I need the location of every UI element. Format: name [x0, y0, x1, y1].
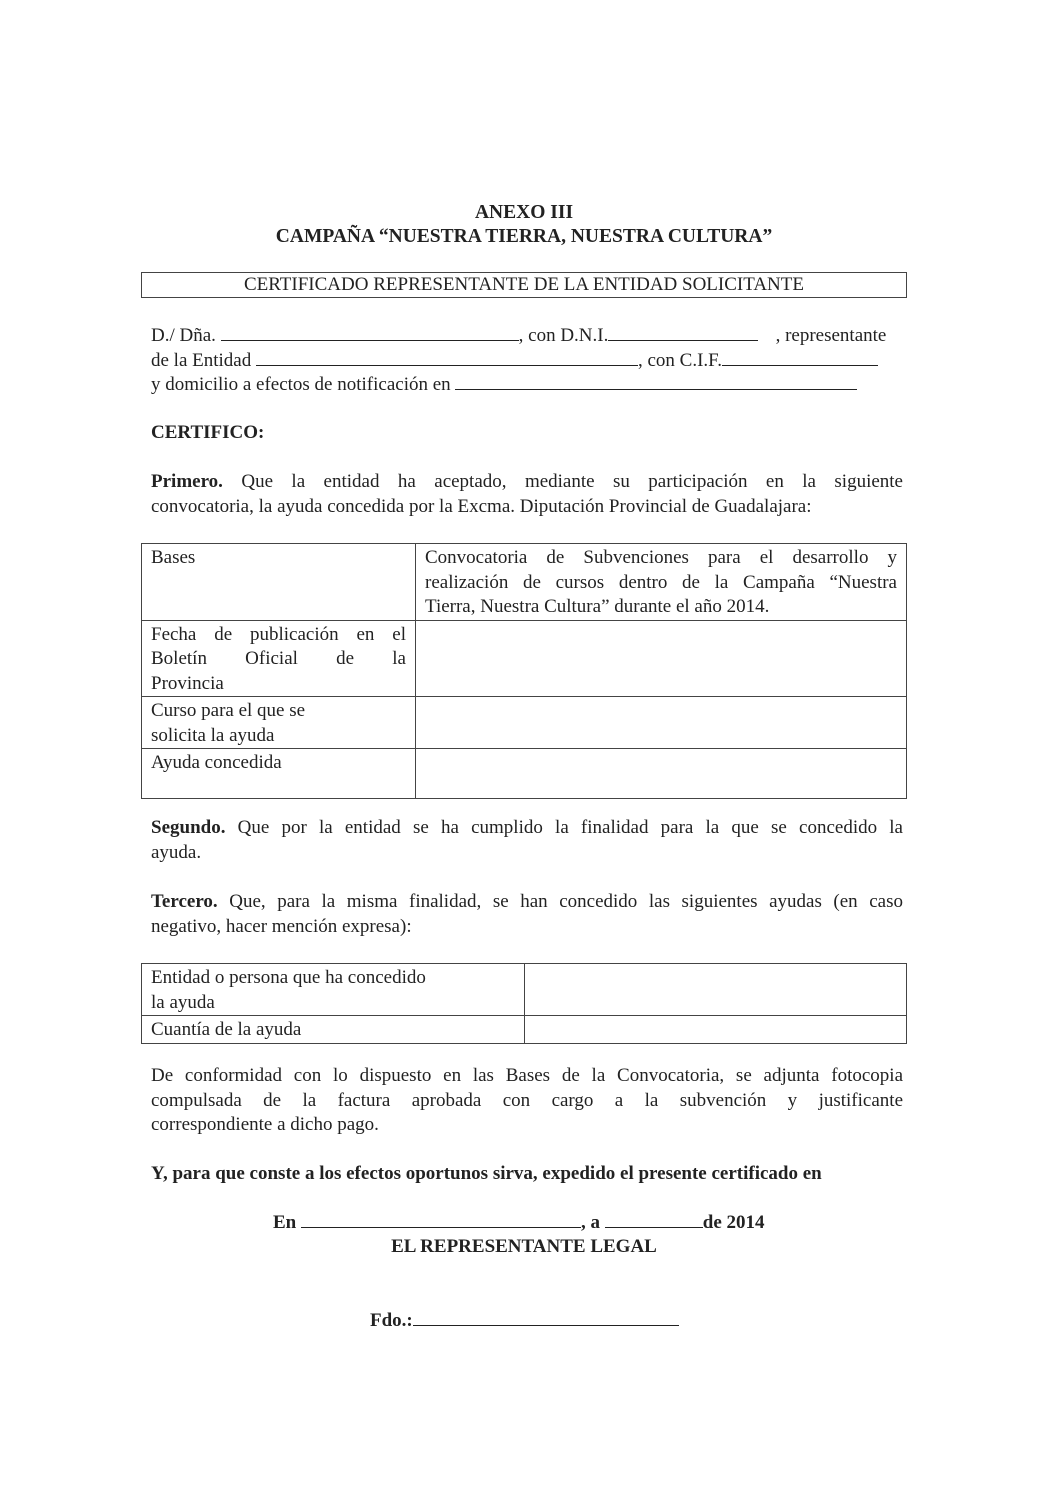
entidad-value-cell[interactable]: [525, 964, 907, 1016]
segundo-line-1: [151, 816, 903, 841]
primero-line-1: [151, 470, 903, 495]
fecha-value-cell[interactable]: [416, 620, 907, 697]
segundo-line-2: ayuda.: [151, 841, 202, 863]
curso-line-2: solicita la ayuda: [151, 724, 275, 746]
tercero-line-1: [151, 890, 903, 915]
address-label: y domicilio a efectos de notificación en: [151, 374, 451, 395]
tercero-label: Tercero.: [151, 891, 218, 912]
bases-value-cell: [416, 544, 907, 621]
address-blank[interactable]: [455, 372, 857, 390]
cuantia-label-cell: [142, 1016, 525, 1044]
form-line-name: [151, 323, 903, 348]
conformidad-line-1: De conformidad con lo dispuesto en las Bases de la Convocatoria, se adjunta fotocopia: [151, 1065, 903, 1086]
entity-blank[interactable]: [256, 348, 638, 366]
tercero-text-1: Que, para la misma finalidad, se han concedido las siguientes ayudas (en caso: [229, 891, 904, 912]
ayudas-table: [141, 963, 907, 1044]
en-label: En: [273, 1212, 297, 1233]
a-label: , a: [581, 1212, 600, 1233]
cif-label: , con C.I.F.: [638, 350, 722, 371]
conformidad-paragraph: [151, 1064, 903, 1138]
bases-value-line-1: Convocatoria de Subvenciones para el desarrollo y: [425, 547, 897, 568]
cuantia-value-cell[interactable]: [525, 1016, 907, 1044]
form-line-entity: [151, 348, 903, 373]
bases-label: Bases: [151, 547, 196, 568]
cuantia-label: Cuantía de la ayuda: [151, 1019, 302, 1040]
certificate-box-title: CERTIFICADO REPRESENTANTE DE LA ENTIDAD SOLICITANTE: [141, 272, 907, 298]
bases-value-line-3: Tierra, Nuestra Cultura” durante el año 2014.: [425, 596, 770, 617]
dni-blank[interactable]: [608, 323, 758, 341]
fecha-line-1: Fecha de publicación en el: [151, 623, 406, 645]
annex-title: ANEXO III: [474, 202, 574, 223]
curso-label-cell: [142, 697, 416, 749]
name-label: D./ Dña.: [151, 325, 216, 346]
table-row: [142, 749, 907, 799]
primero-paragraph: [151, 470, 903, 519]
table-row: [142, 1016, 907, 1044]
segundo-paragraph: [151, 816, 903, 865]
representative-label: , representante: [775, 325, 887, 346]
ayuda-value-cell[interactable]: [416, 749, 907, 799]
tercero-line-2: negativo, hacer mención expresa):: [151, 915, 412, 937]
closing-statement: Y, para que conste a los efectos oportunos sirva, expedido el presente certificado en: [151, 1163, 822, 1184]
dni-label: , con D.N.I.: [518, 325, 609, 346]
tercero-paragraph: [151, 890, 903, 939]
ayuda-label-cell: [142, 749, 416, 799]
table-row: [142, 697, 907, 749]
cif-blank[interactable]: [722, 348, 878, 366]
conformidad-line-3: correspondiente a dicho pago.: [151, 1114, 379, 1135]
form-line-address: [151, 372, 903, 397]
primero-line-2: convocatoria, la ayuda concedida por la Excma. Diputación Provincial de Guadalajara:: [151, 495, 812, 517]
entity-label: de la Entidad: [151, 350, 252, 371]
table-row: [142, 544, 907, 621]
conformidad-line-2: compulsada de la factura aprobada con cargo a la subvención y justificante: [151, 1089, 903, 1111]
name-blank[interactable]: [221, 323, 519, 341]
curso-line-1: Curso para el que se: [151, 700, 306, 721]
primero-label: Primero.: [151, 471, 223, 492]
legal-representative-title: EL REPRESENTANTE LEGAL: [391, 1236, 657, 1257]
signature-line: [370, 1308, 679, 1333]
fdo-label: Fdo.:: [370, 1310, 413, 1331]
segundo-text-1: Que por la entidad se ha cumplido la finalidad para la que se concedido la: [237, 817, 903, 838]
table-row: [142, 620, 907, 697]
campaign-title: CAMPAÑA “NUESTRA TIERRA, NUESTRA CULTURA”: [275, 226, 773, 247]
primero-text-1: Que la entidad ha aceptado, mediante su participación en la siguiente: [241, 471, 903, 492]
entidad-line-1: Entidad o persona que ha concedido: [151, 967, 426, 988]
curso-value-cell[interactable]: [416, 697, 907, 749]
bases-value-line-2: realización de cursos dentro de la Campaña “Nuestra: [425, 571, 897, 593]
entidad-line-2: la ayuda: [151, 991, 215, 1013]
convocatoria-table: [141, 543, 907, 799]
segundo-label: Segundo.: [151, 817, 226, 838]
fecha-label-cell: [142, 620, 416, 697]
place-blank[interactable]: [301, 1210, 581, 1228]
place-date-line: [273, 1210, 765, 1235]
year-label: de 2014: [702, 1212, 765, 1233]
table-row: [142, 964, 907, 1016]
entidad-label-cell: [142, 964, 525, 1016]
signature-blank[interactable]: [413, 1308, 679, 1326]
ayuda-label: Ayuda concedida: [151, 752, 282, 773]
certifico-heading: CERTIFICO:: [151, 422, 265, 443]
bases-label-cell: [142, 544, 416, 621]
fecha-line-2: Boletín Oficial de la: [151, 648, 406, 669]
date-blank[interactable]: [605, 1210, 703, 1228]
fecha-line-3: Provincia: [151, 672, 224, 694]
